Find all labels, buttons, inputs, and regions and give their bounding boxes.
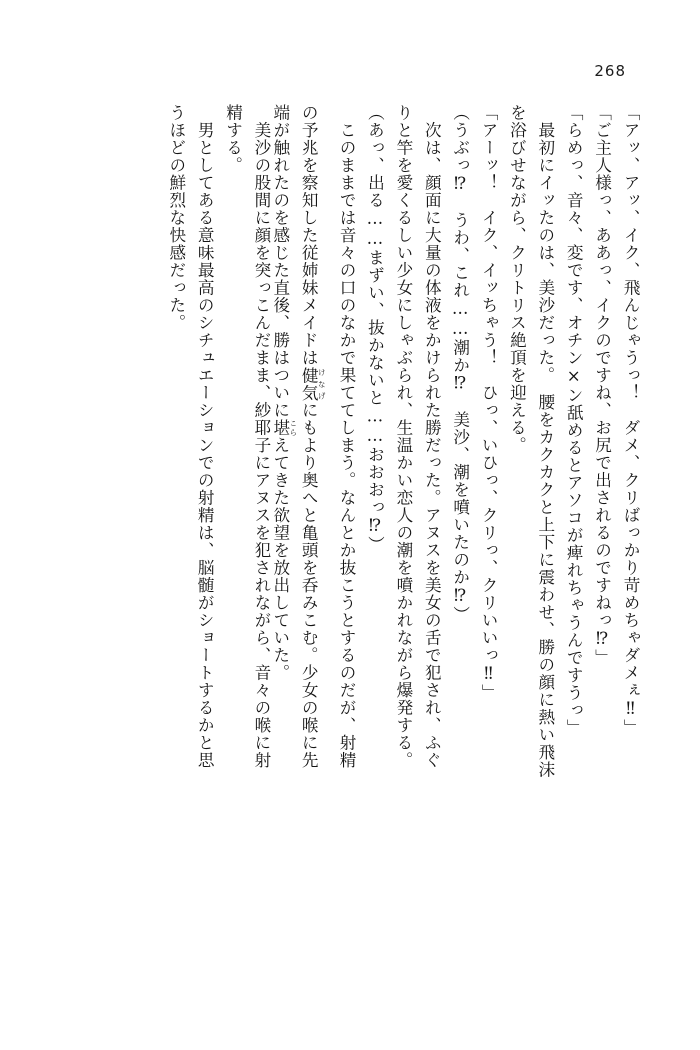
text-line: 端が触れたのを感じた直後、勝はついに堪 こらえてきた欲望を放出していた。 (270, 104, 298, 682)
page-number: 268 (594, 62, 626, 80)
text-line: を浴びせながら、クリトリス絶頂を迎える。 (507, 104, 527, 454)
text-line: 男としてある意味最高のシチュエーションでの射精は、脳髄がショートするかと思 (195, 104, 215, 769)
body-text-block (58, 104, 638, 1004)
text-line: りと竿を愛くるしい少女にしゃぶられ、生温かい恋人の潮を噴かれながら爆発する。 (393, 104, 413, 769)
text-line: 次は、顔面に大量の体液をかけられた勝だった。アヌスを美女の舌で犯され、ふぐ (422, 104, 442, 769)
text-line: 「ご主人様っ、ああっ、イクのですね、お尻で出されるのですねっ⁉」 (592, 104, 612, 667)
text-line: 「アーッ！ イク、イッちゃう！ ひっ、いひっ、クリっ、クリいいっ‼」 (479, 104, 499, 702)
text-line: 美沙の股間に顔を突っこんだまま、紗耶子にアヌスを犯されながら、音々の喉に射 (251, 104, 271, 769)
text-line: （うぶっ⁉ うわ、これ……潮か⁉ 美沙、潮を噴いたのか⁉） (450, 104, 470, 624)
text-line: 「アッ、アッ、イク、飛んじゃうっ！ ダメ、クリばっかり苛めちゃダメぇ‼」 (621, 104, 640, 737)
text-line: このままでは音々の口のなかで果ててしまう。なんとか抜こうとするのだが、射精 (337, 104, 357, 769)
text-line: うほどの鮮烈な快感だった。 (166, 104, 186, 332)
text-line: （あっ、出る……まずい、抜かないと……おおおっ⁉） (365, 104, 385, 554)
text-line: 「らめっ、音々、変です、オチン×ン舐めるとアソコが痺れちゃうんですうっ」 (564, 104, 584, 737)
text-line: 最初にイッたのは、美沙だった。 腰をカクカクと上下に震わせ、勝の顔に熱い飛沫 (535, 104, 555, 779)
text-line: の予兆を察知した従姉妹メイドは健気 けなげにもより奥へと亀頭を呑みこむ。少女の喉に先 (299, 104, 327, 769)
text-line: 精する。 (223, 104, 243, 174)
